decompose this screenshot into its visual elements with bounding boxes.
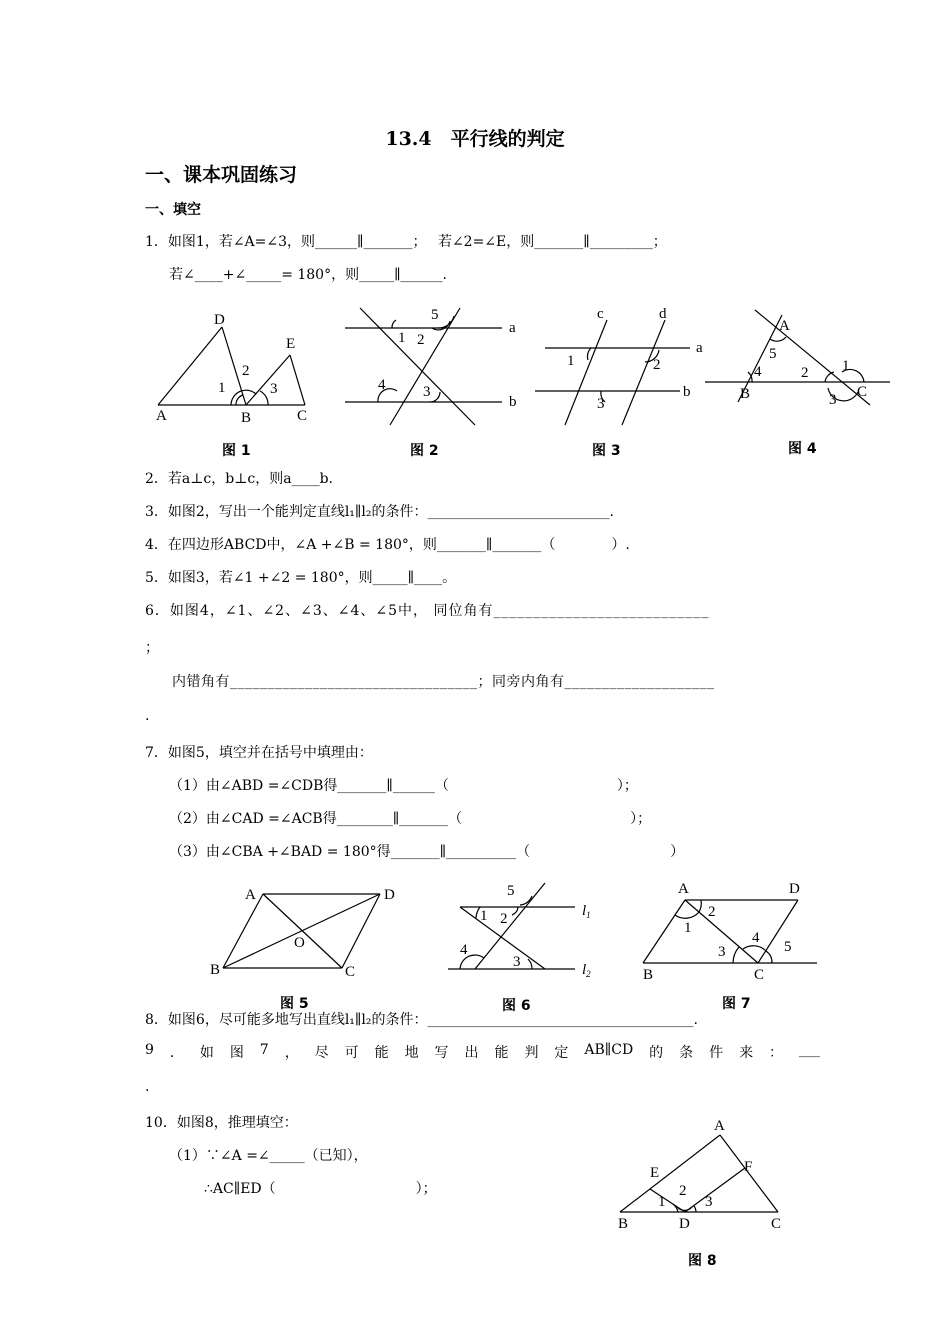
fig4-angle-5: 5 — [769, 346, 777, 362]
question-1-line-1: 1．如图1，若∠A=∠3，则______∥_______； 若∠2=∠E，则_______∥_________； — [145, 234, 667, 250]
question-9-period: . — [145, 1079, 150, 1095]
q9-char: 可 — [344, 1045, 359, 1061]
fig3-angle-3: 3 — [597, 396, 605, 412]
q9-char: 判 — [524, 1045, 539, 1061]
fig3-label-b: b — [683, 384, 691, 400]
question-10: 10．如图8，推理填空： — [145, 1115, 298, 1131]
figure-1-caption: 图 1 — [222, 443, 251, 459]
q9-char: 写 — [434, 1045, 449, 1061]
fig2-angle-1: 1 — [398, 330, 406, 346]
fig5-label-a: A — [245, 887, 256, 903]
fig4-angle-4: 4 — [754, 364, 762, 380]
fig3-angle-2: 2 — [653, 357, 661, 373]
figure-8-caption: 图 8 — [688, 1253, 717, 1269]
q9-char: 9 — [145, 1042, 154, 1058]
fig5-label-o: O — [294, 935, 305, 951]
q9-char: 来 — [739, 1045, 754, 1061]
page-title: 13.4 平行线的判定 — [385, 128, 565, 150]
question-6-line-1: 6．如图4，∠1、∠2、∠3、∠4、∠5中， 同位角有___________________________ — [145, 603, 710, 619]
fig6-label-l2: $l_2$ — [582, 962, 591, 979]
figure-8 — [610, 1110, 800, 1240]
fig7-angle-1: 1 — [684, 920, 692, 936]
question-7-part-3: （3）由∠CBA +∠BAD = 180°得_______∥__________（ ） — [169, 844, 685, 860]
fig4-angle-2: 2 — [801, 365, 809, 381]
q9-char: ． — [169, 1045, 184, 1061]
figure-5-caption: 图 5 — [280, 996, 309, 1012]
fig5-label-c: C — [345, 964, 356, 980]
question-1-line-2: 若∠____+∠_____= 180°，则_____∥______. — [169, 267, 448, 283]
q9-char: AB∥CD — [584, 1042, 634, 1058]
figure-4 — [700, 310, 895, 415]
fig3-angle-1: 1 — [567, 353, 575, 369]
figure-6 — [440, 875, 610, 985]
figure-5 — [205, 880, 405, 980]
figure-3 — [525, 300, 710, 430]
fig6-label-l1: $l_1$ — [582, 903, 591, 920]
section-heading: 一、课本巩固练习 — [145, 164, 298, 186]
fig2-angle-2: 2 — [417, 332, 425, 348]
q9-char: 定 — [554, 1045, 569, 1061]
fig7-angle-2: 2 — [708, 904, 716, 920]
fig1-angle-2: 2 — [242, 363, 250, 379]
q9-char: 如 — [199, 1045, 214, 1061]
fig2-angle-5: 5 — [431, 307, 439, 323]
fig7-label-b: B — [643, 967, 654, 983]
question-8: 8．如图6，尽可能多地写出直线l₁∥l₂的条件：______________________________________. — [145, 1012, 698, 1028]
question-2: 2．若a⊥c，b⊥c，则a____b. — [145, 471, 333, 487]
fig2-label-b: b — [509, 394, 517, 410]
fig5-label-d: D — [384, 887, 395, 903]
fig8-label-e: E — [650, 1165, 660, 1181]
fig4-label-a: A — [779, 318, 790, 334]
q9-char: 条 — [679, 1045, 694, 1061]
question-7-part-2: （2）由∠CAD =∠ACB得________∥_______（ ）； — [169, 811, 652, 827]
fig6-angle-3: 3 — [513, 954, 521, 970]
fig7-label-c: C — [754, 967, 765, 983]
fig3-label-c: c — [597, 306, 604, 322]
question-6-semicolon: ； — [145, 640, 159, 656]
fig1-label-a: A — [156, 408, 167, 424]
figure-7 — [635, 875, 825, 985]
question-7: 7．如图5，填空并在括号中填理由： — [145, 745, 373, 761]
fig1-angle-3: 3 — [270, 381, 278, 397]
figure-1 — [150, 305, 320, 430]
fig8-label-c: C — [771, 1216, 782, 1232]
figure-2 — [340, 300, 525, 430]
fig5-label-b: B — [210, 962, 221, 978]
question-4: 4．在四边形ABCD中，∠A +∠B = 180°，则_______∥_______（ ）. — [145, 537, 630, 553]
q9-char: ， — [284, 1045, 299, 1061]
fig8-label-a: A — [714, 1118, 725, 1134]
q9-char: 的 — [649, 1045, 664, 1061]
fig4-label-c: C — [857, 384, 868, 400]
fig2-angle-4: 4 — [378, 377, 386, 393]
question-6-line-2: 内错角有_________________________________；同旁内角有____________________ — [172, 674, 715, 690]
fig1-label-b: B — [241, 410, 252, 426]
fig7-angle-5: 5 — [784, 939, 792, 955]
q9-char: 图 — [229, 1045, 244, 1061]
figure-7-caption: 图 7 — [722, 996, 751, 1012]
q9-char: ___ — [799, 1042, 820, 1058]
fig3-label-d: d — [659, 306, 667, 322]
fig8-label-d: D — [679, 1216, 690, 1232]
fig7-label-d: D — [789, 881, 800, 897]
fig6-angle-5: 5 — [507, 883, 515, 899]
q9-char: 能 — [374, 1045, 389, 1061]
question-6-period: . — [145, 708, 150, 724]
figure-6-caption: 图 6 — [502, 998, 531, 1014]
fig4-angle-1: 1 — [842, 358, 850, 374]
q9-char: 能 — [494, 1045, 509, 1061]
fig8-label-f: F — [744, 1159, 753, 1175]
question-10-part-1: （1）∵∠A =∠_____（已知）， — [169, 1148, 368, 1164]
fig8-label-b: B — [618, 1216, 629, 1232]
fig2-label-a: a — [509, 320, 516, 336]
fig3-label-a: a — [696, 340, 703, 356]
fig8-angle-1: 1 — [658, 1194, 666, 1210]
q9-char: 出 — [464, 1045, 479, 1061]
fig6-angle-1: 1 — [480, 908, 488, 924]
question-7-part-1: （1）由∠ABD =∠CDB得_______∥______（ ）； — [169, 778, 638, 794]
figure-3-caption: 图 3 — [592, 443, 621, 459]
question-3: 3．如图2，写出一个能判定直线l₁∥l₂的条件：__________________________. — [145, 504, 614, 520]
fig6-angle-2: 2 — [500, 911, 508, 927]
fig7-angle-3: 3 — [718, 944, 726, 960]
fig8-angle-2: 2 — [679, 1183, 687, 1199]
q9-char: 尽 — [314, 1045, 329, 1061]
fig8-angle-3: 3 — [705, 1194, 713, 1210]
question-10-part-2: ∴AC∥ED（ ）； — [204, 1181, 437, 1197]
q9-char: 7 — [259, 1042, 269, 1058]
fig1-label-d: D — [214, 312, 225, 328]
fig1-angle-1: 1 — [218, 380, 226, 396]
figure-2-caption: 图 2 — [410, 443, 439, 459]
fig7-label-a: A — [678, 881, 689, 897]
q9-char: 地 — [404, 1045, 419, 1061]
q9-char: ： — [769, 1045, 784, 1061]
fig1-label-e: E — [286, 336, 296, 352]
fig4-label-b: B — [740, 386, 751, 402]
fig6-angle-4: 4 — [460, 942, 468, 958]
question-9 — [145, 1042, 820, 1062]
fig4-angle-3: 3 — [829, 392, 837, 408]
figure-4-caption: 图 4 — [788, 441, 817, 457]
question-5: 5．如图3，若∠1 +∠2 = 180°，则_____∥____。 — [145, 570, 457, 586]
subsection-heading: 一、填空 — [145, 202, 201, 218]
q9-char: 件 — [709, 1045, 724, 1061]
fig2-angle-3: 3 — [423, 384, 431, 400]
fig1-label-c: C — [297, 408, 308, 424]
fig7-angle-4: 4 — [752, 930, 760, 946]
